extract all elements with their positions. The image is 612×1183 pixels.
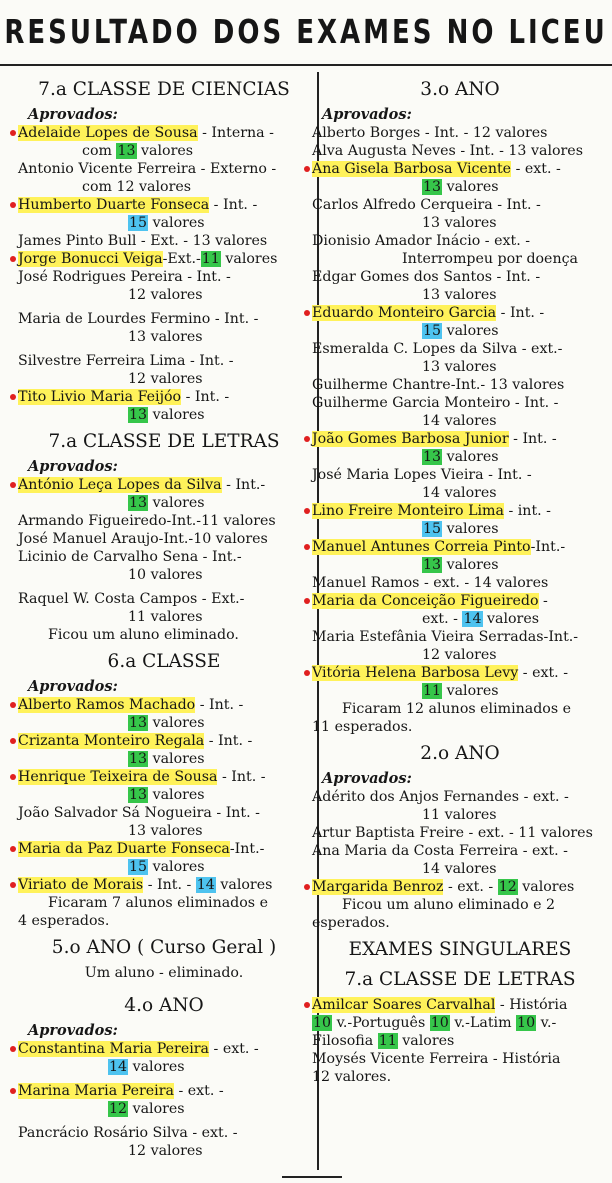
marker-icon [304, 884, 310, 890]
section-heading: EXAMES SINGULARES [348, 939, 572, 960]
approved-label: Aprovados: [28, 106, 118, 123]
list-item-cont: 13 valores [423, 179, 499, 195]
list-item: Manuel Antunes Correia Pinto-Int.- [312, 538, 608, 556]
marker-icon [304, 508, 310, 514]
note-text: Ficou um aluno eliminado. [48, 627, 239, 643]
list-item: Crizanta Monteiro Regala - Int. - [18, 732, 310, 750]
list-item-cont: 10 valores [128, 567, 203, 583]
marker-icon [10, 846, 16, 852]
list-item-cont: 14 valores [422, 413, 497, 429]
section-heading: 6.a CLASSE [107, 651, 221, 672]
list-item: Amilcar Soares Carvalhal - História [312, 996, 608, 1014]
grade-badge: 11 [378, 1033, 397, 1049]
student-name: Marina Maria Pereira [18, 1083, 174, 1099]
title-rule [0, 64, 612, 66]
list-item: Guilherme Garcia Monteiro - Int. - [312, 395, 559, 411]
section-heading: 4.o ANO [124, 995, 204, 1016]
list-item-cont: 15 valores [129, 215, 205, 231]
student-name: Maria da Paz Duarte Fonseca [18, 841, 230, 857]
grade-badge: 12 [498, 879, 517, 895]
list-item: Ana Gisela Barbosa Vicente - ext. - [312, 160, 608, 178]
list-item: Licinio de Carvalho Sena - Int.- [18, 549, 242, 565]
student-name: Ana Gisela Barbosa Vicente [312, 161, 512, 177]
student-name: Maria da Conceição Figueiredo [312, 593, 539, 609]
list-item: Humberto Duarte Fonseca - Int. - [18, 196, 310, 214]
list-item-cont: 14 valores [422, 861, 497, 877]
grade-badge: 13 [129, 787, 148, 803]
approved-label: Aprovados: [28, 1022, 118, 1039]
student-name: Tito Livio Maria Feijóo [18, 389, 182, 405]
list-item-cont: 12 valores. [312, 1069, 392, 1085]
grade-badge: 14 [196, 877, 215, 893]
list-item: Eduardo Monteiro Garcia - Int. - [312, 304, 608, 322]
list-item: Adérito dos Anjos Fernandes - ext. - [312, 789, 569, 805]
marker-icon [10, 256, 16, 262]
section-heading: 7.a CLASSE DE LETRAS [344, 969, 576, 990]
marker-icon [10, 1046, 16, 1052]
list-item: Jorge Bonucci Veiga-Ext.-11 valores [18, 250, 310, 268]
marker-icon [304, 598, 310, 604]
student-name: Amilcar Soares Carvalhal [312, 997, 496, 1013]
grade-badge: 13 [423, 179, 442, 195]
list-item-cont: 11 valores [128, 609, 203, 625]
list-item-cont: com 12 valores [82, 179, 192, 195]
list-item: João Salvador Sá Nogueira - Int. - [18, 805, 260, 821]
note-text: 11 esperados. [312, 719, 413, 735]
grade-badge: 14 [109, 1059, 128, 1075]
list-item-cont: 13 valores [423, 557, 499, 573]
list-item-cont: 13 valores [128, 329, 203, 345]
list-item: Edgar Gomes dos Santos - Int. - [312, 269, 541, 285]
marker-icon [304, 1002, 310, 1008]
grade-badge: 12 [109, 1101, 128, 1117]
page-title: RESULTADO DOS EXAMES NO LICEU [4, 14, 608, 52]
student-name: Henrique Teixeira de Sousa [18, 769, 218, 785]
student-name: Crizanta Monteiro Regala [18, 733, 205, 749]
grade-badge: 13 [129, 407, 148, 423]
list-item: Vitória Helena Barbosa Levy - ext. - [312, 664, 608, 682]
list-item-cont: 14 valores [109, 1059, 185, 1075]
list-item: Guilherme Chantre-Int.- 13 valores [312, 377, 565, 393]
student-name: Manuel Antunes Correia Pinto [312, 539, 531, 555]
list-item: José Rodrigues Pereira - Int. - [18, 269, 231, 285]
section-heading: 7.a CLASSE DE LETRAS [48, 431, 280, 452]
student-name: Constantina Maria Pereira [18, 1041, 209, 1057]
student-name: Eduardo Monteiro Garcia [312, 305, 497, 321]
list-item-cont: 13 valores [129, 495, 205, 511]
list-item: Maria Estefânia Vieira Serradas-Int.- [312, 629, 579, 645]
list-item: Tito Livio Maria Feijóo - Int. - [18, 388, 310, 406]
list-item-cont: 12 valores [128, 1143, 203, 1159]
note-text: Ficaram 7 alunos eliminados e [48, 895, 268, 911]
note-text: 4 esperados. [18, 913, 110, 929]
list-item-cont: 13 valores [129, 407, 205, 423]
list-item-cont: com 13 valores [82, 143, 194, 159]
student-name: João Gomes Barbosa Junior [312, 431, 509, 447]
grade-badge: 15 [129, 859, 148, 875]
list-item: Maria da Paz Duarte Fonseca-Int.- [18, 840, 310, 858]
list-item: Silvestre Ferreira Lima - Int. - [18, 353, 234, 369]
list-item: Maria da Conceição Figueiredo - [312, 592, 608, 610]
list-item-cont: Filosofia 11 valores [312, 1033, 455, 1049]
grade-badge: 13 [117, 143, 136, 159]
note-text: Ficou um aluno eliminado e 2 [342, 897, 556, 913]
grade-badge: 15 [423, 521, 442, 537]
list-item-cont: 12 valores [422, 647, 497, 663]
grade-badge: 13 [129, 715, 148, 731]
list-item-cont: 12 valores [109, 1101, 185, 1117]
marker-icon [304, 544, 310, 550]
list-item-cont: 13 valores [129, 751, 205, 767]
marker-icon [10, 482, 16, 488]
student-name: Jorge Bonucci Veiga [18, 251, 163, 267]
list-item: Marina Maria Pereira - ext. - [18, 1082, 310, 1100]
grade-badge: 15 [423, 323, 442, 339]
list-item-cont: 11 valores [423, 683, 499, 699]
marker-icon [10, 130, 16, 136]
list-item: Armando Figueiredo-Int.-11 valores [18, 513, 276, 529]
grade-badge: 13 [129, 495, 148, 511]
grade-badge: 11 [201, 251, 220, 267]
list-item: José Manuel Araujo-Int.-10 valores [18, 531, 268, 547]
student-name: Lino Freire Monteiro Lima [312, 503, 504, 519]
marker-icon [10, 882, 16, 888]
list-item-cont: Interrompeu por doença [402, 251, 578, 267]
list-item: Moysés Vicente Ferreira - História [312, 1051, 561, 1067]
list-item: Artur Baptista Freire - ext. - 11 valores [312, 825, 593, 841]
note-text: Ficaram 12 alunos eliminados e [342, 701, 572, 717]
approved-label: Aprovados: [28, 678, 118, 695]
list-item: Henrique Teixeira de Sousa - Int. - [18, 768, 310, 786]
marker-icon [10, 702, 16, 708]
list-item: James Pinto Bull - Ext. - 13 valores [18, 233, 268, 249]
note-text: Um aluno - eliminado. [84, 965, 244, 981]
list-item-cont: 13 valores [422, 287, 497, 303]
approved-label: Aprovados: [322, 106, 412, 123]
list-item: Lino Freire Monteiro Lima - int. - [312, 502, 608, 520]
list-item: António Leça Lopes da Silva - Int.- [18, 476, 310, 494]
list-item: Carlos Alfredo Cerqueira - Int. - [312, 197, 541, 213]
student-name: Margarida Benroz [312, 879, 444, 895]
list-item-cont: ext. - 14 valores [422, 611, 540, 627]
section-heading: 5.o ANO ( Curso Geral ) [51, 937, 277, 958]
student-name: Adelaide Lopes de Sousa [18, 125, 198, 141]
list-item-cont: 13 valores [422, 215, 497, 231]
marker-icon [10, 738, 16, 744]
grade-badge: 14 [463, 611, 482, 627]
list-item: Raquel W. Costa Campos - Ext.- [18, 591, 245, 607]
grade-badge: 10 [313, 1015, 332, 1031]
grade-badge: 10 [517, 1015, 536, 1031]
list-item: Esmeralda C. Lopes da Silva - ext.- [312, 341, 563, 357]
list-item: Constantina Maria Pereira - ext. - [18, 1040, 310, 1058]
grade-badge: 15 [129, 215, 148, 231]
grade-badge: 10 [430, 1015, 449, 1031]
marker-icon [10, 1088, 16, 1094]
list-item-cont: 15 valores [129, 859, 205, 875]
list-item-cont: 13 valores [422, 359, 497, 375]
list-item: Viriato de Morais - Int. - 14 valores [18, 876, 310, 894]
marker-icon [10, 202, 16, 208]
list-item-cont: 15 valores [423, 323, 499, 339]
list-item: Dionisio Amador Inácio - ext. - [312, 233, 531, 249]
section-heading: 3.o ANO [420, 79, 500, 100]
list-item-cont: 13 valores [129, 715, 205, 731]
grade-badge: 13 [423, 449, 442, 465]
section-heading: 2.o ANO [420, 743, 500, 764]
student-name: António Leça Lopes da Silva [18, 477, 222, 493]
student-name: Vitória Helena Barbosa Levy [312, 665, 519, 681]
student-name: Humberto Duarte Fonseca [18, 197, 210, 213]
list-item-cont: 12 valores [128, 287, 203, 303]
list-item: Pancrácio Rosário Silva - ext. - [18, 1125, 238, 1141]
list-item-cont: 10 v.-Português 10 v.-Latim 10 v.- [313, 1015, 557, 1031]
list-item-cont: 12 valores [128, 371, 203, 387]
list-item: Antonio Vicente Ferreira - Externo - [18, 161, 277, 177]
marker-icon [304, 436, 310, 442]
section-heading: 7.a CLASSE DE CIENCIAS [38, 79, 290, 100]
grade-badge: 13 [129, 751, 148, 767]
marker-icon [304, 670, 310, 676]
marker-icon [304, 310, 310, 316]
list-item-cont: 15 valores [423, 521, 499, 537]
list-item: Alberto Borges - Int. - 12 valores [312, 125, 548, 141]
list-item: João Gomes Barbosa Junior - Int. - [312, 430, 608, 448]
list-item: Alva Augusta Neves - Int. - 13 valores [312, 143, 583, 159]
grade-badge: 11 [423, 683, 442, 699]
list-item-cont: 11 valores [422, 807, 497, 823]
approved-label: Aprovados: [322, 770, 412, 787]
list-item: Maria de Lourdes Fermino - Int. - [18, 311, 259, 327]
grade-badge: 13 [423, 557, 442, 573]
list-item: Margarida Benroz - ext. - 12 valores [312, 878, 608, 896]
list-item: Alberto Ramos Machado - Int. - [18, 696, 310, 714]
student-name: Viriato de Morais [18, 877, 144, 893]
bottom-rule [282, 1176, 342, 1178]
right-column [312, 72, 608, 1086]
marker-icon [10, 394, 16, 400]
marker-icon [304, 166, 310, 172]
list-item: Adelaide Lopes de Sousa - Interna - [18, 124, 310, 142]
note-text: esperados. [312, 915, 390, 931]
list-item-cont: 14 valores [422, 485, 497, 501]
approved-label: Aprovados: [28, 458, 118, 475]
student-name: Alberto Ramos Machado [18, 697, 196, 713]
list-item-cont: 13 valores [423, 449, 499, 465]
list-item: José Maria Lopes Vieira - Int. - [312, 467, 532, 483]
list-item: Ana Maria da Costa Ferreira - ext. - [312, 843, 568, 859]
list-item: Manuel Ramos - ext. - 14 valores [312, 575, 549, 591]
marker-icon [10, 774, 16, 780]
list-item-cont: 13 valores [128, 823, 203, 839]
list-item-cont: 13 valores [129, 787, 205, 803]
left-column [18, 72, 310, 1160]
